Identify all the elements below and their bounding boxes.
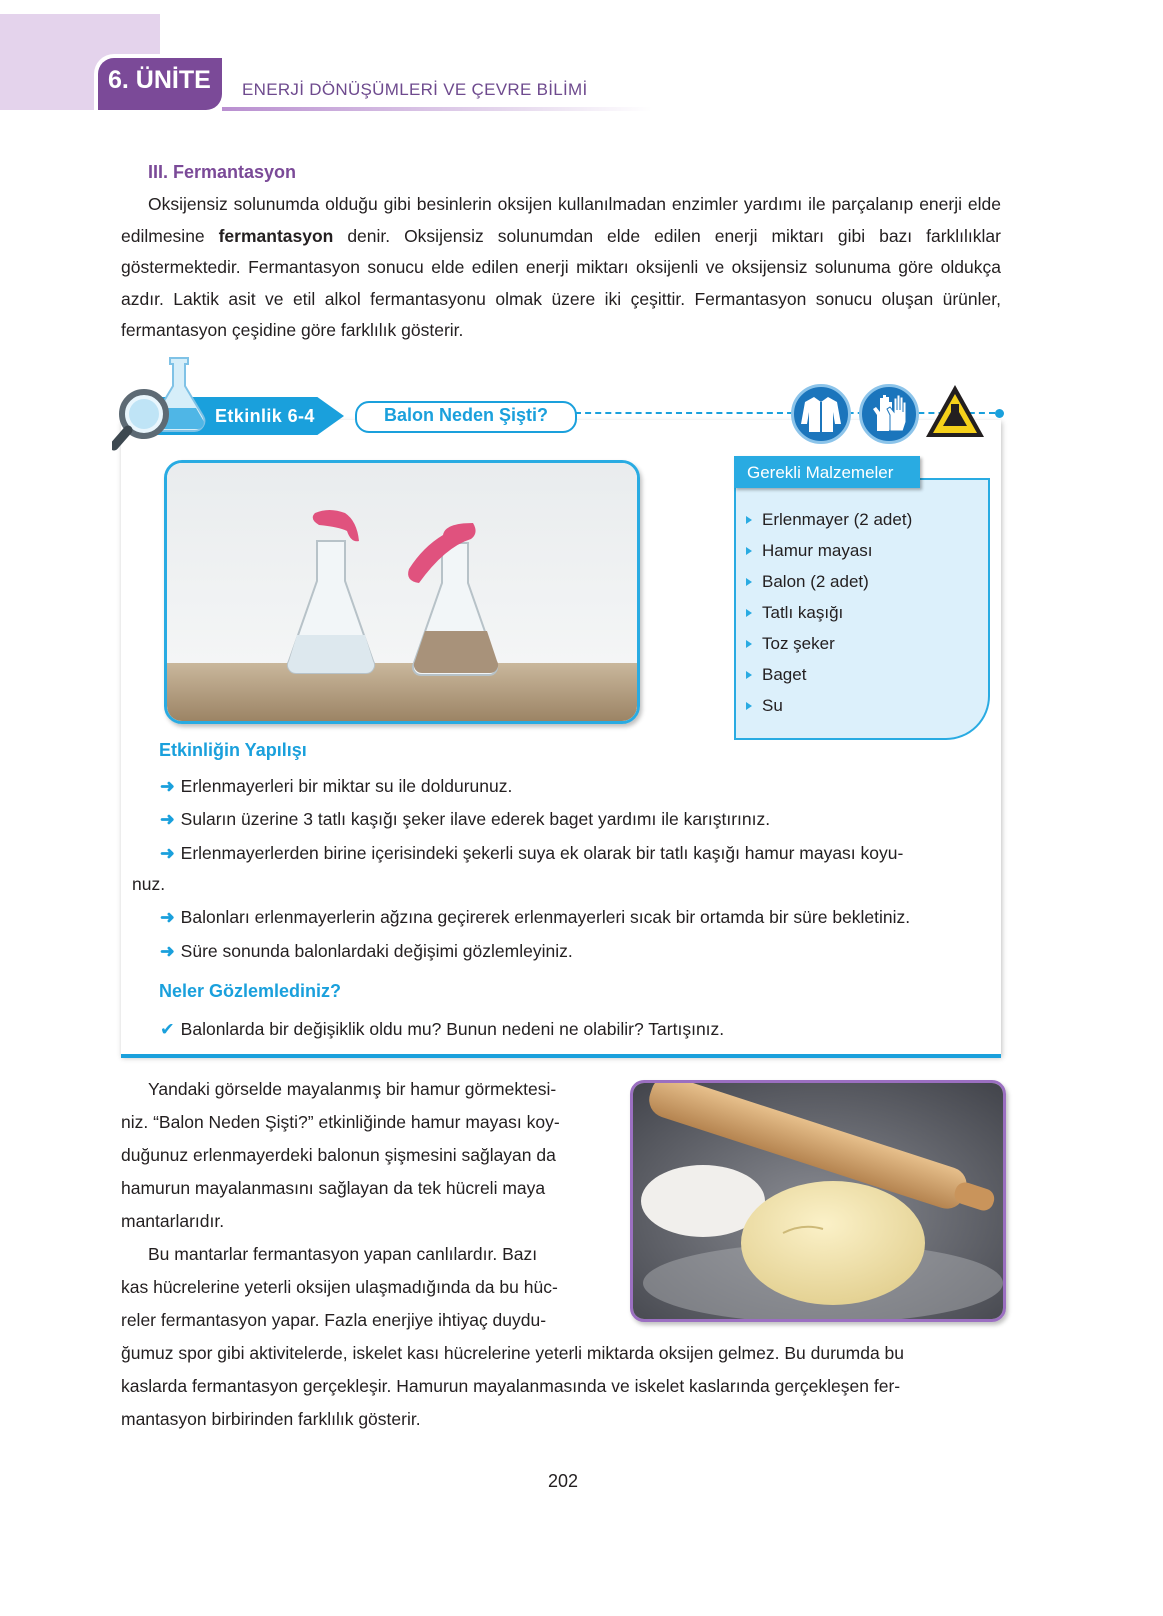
material-item: Baget (746, 663, 912, 694)
section-title: III. Fermantasyon (148, 162, 297, 182)
materials-title: Gerekli Malzemeler (747, 463, 894, 482)
flasks-balloons-photo (164, 460, 640, 724)
bullet-icon (746, 578, 752, 586)
checkmark-icon: ✔ (160, 1019, 175, 1039)
activity-line-dot (995, 409, 1004, 418)
dough-photo (630, 1080, 1006, 1322)
arrow-right-icon: ➜ (160, 907, 175, 927)
material-item: Su (746, 694, 912, 725)
body-line: mantarlarıdır. (121, 1211, 225, 1231)
term-fermantasyon: fermantasyon (218, 225, 334, 246)
bullet-icon (746, 516, 752, 524)
procedure-step-continuation: nuz. (132, 874, 166, 894)
header-underline (222, 107, 652, 111)
body-line: kaslarda fermantasyon gerçekleşir. Hamurun mayalanmasında ve iskelet kaslarında gerçekleşen fer- (121, 1376, 901, 1396)
materials-list (746, 508, 912, 725)
material-item: Toz şeker (746, 632, 912, 663)
body-line: hamurun mayalanmasını sağlayan da tek hücreli maya (121, 1178, 546, 1198)
bullet-icon (746, 640, 752, 648)
lab-coat-icon (791, 384, 851, 444)
body-line: Bu mantarlar fermantasyon yapan canlılardır. Bazı (148, 1244, 538, 1264)
activity-bottom-rule (121, 1054, 1001, 1058)
body-line: duğunuz erlenmayerdeki balonun şişmesini sağlayan da (121, 1145, 556, 1165)
activity-tag-label: Etkinlik 6-4 (215, 406, 315, 426)
arrow-right-icon: ➜ (160, 809, 175, 829)
gloves-icon (859, 384, 919, 444)
page-number: 202 (548, 1471, 579, 1491)
body-line: niz. “Balon Neden Şişti?” etkinliğinde hamur mayası koy- (121, 1112, 560, 1132)
procedure-step: ➜ Erlenmayerlerden birine içerisindeki şekerli suya ek olarak bir tatlı kaşığı hamur mayası koyu- (160, 843, 904, 863)
procedure-step: ➜ Balonları erlenmayerlerin ağzına geçirerek erlenmayerleri sıcak bir ortamda bir süre bekletiniz. (160, 907, 911, 927)
activity-name: Balon Neden Şişti? (383, 405, 549, 425)
body-line: reler fermantasyon yapar. Fazla enerjiye ihtiyaç duydu- (121, 1310, 547, 1330)
chemical-hazard-icon (924, 382, 986, 440)
unit-label: 6. ÜNİTE (108, 66, 211, 94)
procedure-step: ➜ Erlenmayerleri bir miktar su ile doldurunuz. (160, 776, 513, 796)
procedure-title: Etkinliğin Yapılışı (159, 740, 307, 760)
material-item: Balon (2 adet) (746, 570, 912, 601)
bullet-icon (746, 547, 752, 555)
body-line: ğumuz spor gibi aktivitelerde, iskelet kası hücrelerine yeterli miktarda oksijen gelmez. Bu durumda bu (121, 1343, 905, 1363)
arrow-right-icon: ➜ (160, 843, 175, 863)
material-item: Erlenmayer (2 adet) (746, 508, 912, 539)
bullet-icon (746, 702, 752, 710)
unit-title: ENERJİ DÖNÜŞÜMLERİ VE ÇEVRE BİLİMİ (242, 80, 588, 99)
procedure-step: ➜ Suların üzerine 3 tatlı kaşığı şeker ilave ederek baget yardımı ile karıştırınız. (160, 809, 771, 829)
material-item: Tatlı kaşığı (746, 601, 912, 632)
bullet-icon (746, 609, 752, 617)
arrow-right-icon: ➜ (160, 776, 175, 796)
intro-paragraph: Oksijensiz solunumda olduğu gibi besinlerin oksijen kullanılmadan enzimler yardımı ile parçalanıp enerji elde edilmesine fermantasyon denir. Oksijensiz solunumdan elde edilen enerji miktarı gibi bazı farklılıklar göstermektedir. Fermantasyon sonucu elde edilen enerji miktarı oksijenli ve oksijensiz solunuma göre oldukça azdır. Laktik asit ve etil alkol fermantasyonu olmak üzere iki çeşittir. Fermantasyon sonucu oluşan ürünler, fermantasyon çeşidine göre farklılık gösterir. (121, 194, 1001, 340)
discussion-question: ✔ Balonlarda bir değişiklik oldu mu? Bunun nedeni ne olabilir? Tartışınız. (160, 1019, 725, 1039)
body-line: kas hücrelerine yeterli oksijen ulaşmadığında da bu hüc- (121, 1277, 558, 1297)
body-line: mantasyon birbirinden farklılık gösterir. (121, 1409, 421, 1429)
body-line: Yandaki görselde mayalanmış bir hamur görmektesi- (148, 1079, 557, 1099)
magnifier-flask-icon (112, 352, 216, 456)
observe-title: Neler Gözlemlediniz? (159, 981, 342, 1001)
procedure-step: ➜ Süre sonunda balonlardaki değişimi gözlemleyiniz. (160, 941, 573, 961)
arrow-right-icon: ➜ (160, 941, 175, 961)
material-item: Hamur mayası (746, 539, 912, 570)
bullet-icon (746, 671, 752, 679)
